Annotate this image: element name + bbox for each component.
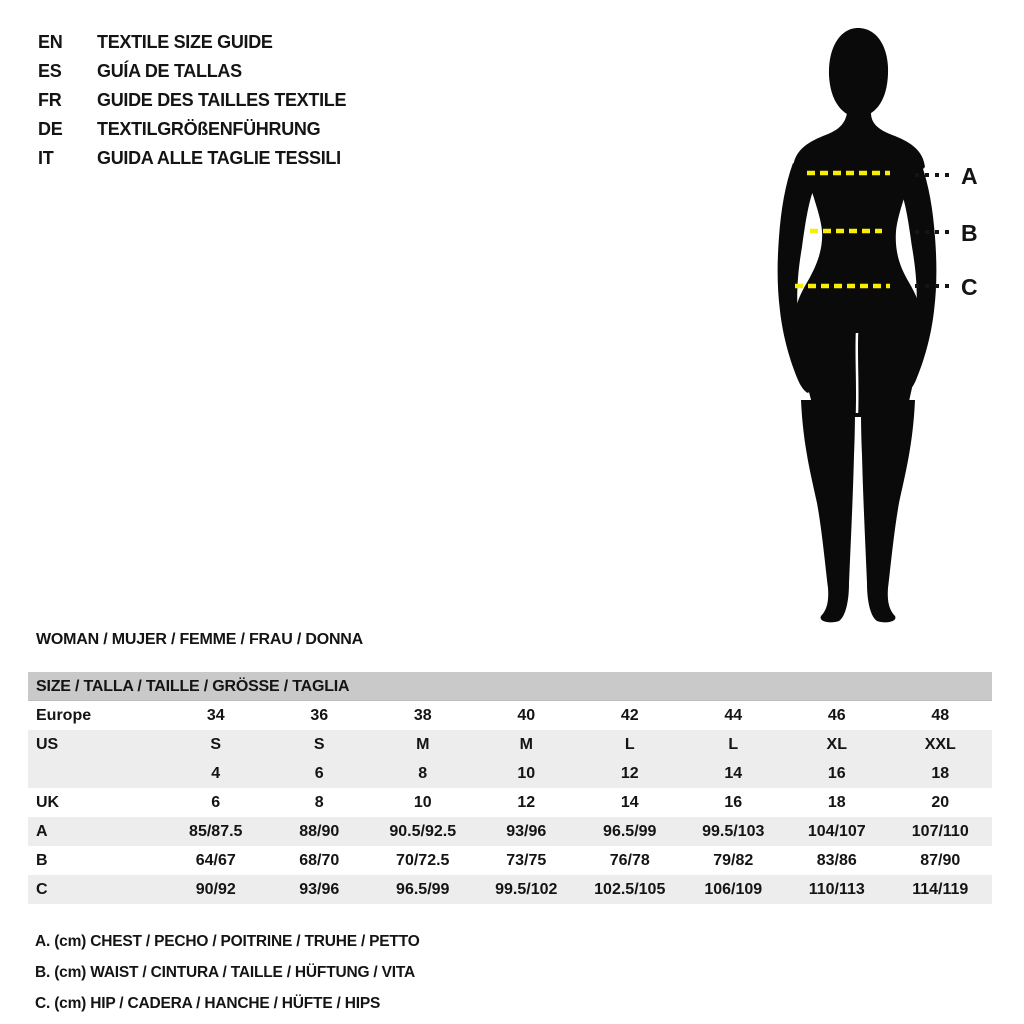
size-cell: 114/119 xyxy=(912,881,969,898)
size-cell: 106/109 xyxy=(704,881,763,898)
size-cell: 18 xyxy=(827,794,846,811)
size-cell: 83/86 xyxy=(816,852,857,869)
size-cell: 76/78 xyxy=(609,852,650,869)
lang-code: IT xyxy=(38,148,54,168)
lang-code: EN xyxy=(38,32,63,52)
size-cell: S xyxy=(210,736,222,753)
size-cell: 96.5/99 xyxy=(396,881,450,898)
language-title-block xyxy=(38,28,346,173)
row-label: Europe xyxy=(36,707,92,724)
silhouette-torso xyxy=(793,85,925,417)
size-cell: 36 xyxy=(310,707,329,724)
size-cell: 34 xyxy=(206,707,225,724)
size-cell: L xyxy=(728,736,739,753)
lang-row-de xyxy=(38,115,346,144)
size-cell: M xyxy=(519,736,533,753)
lang-row-es xyxy=(38,57,346,86)
lang-title: TEXTILGRÖßENFÜHRUNG xyxy=(97,119,321,139)
size-cell: 64/67 xyxy=(195,852,236,869)
legend-chest: A. (cm) CHEST / PECHO / POITRINE / TRUHE / PETTO xyxy=(35,933,420,950)
size-cell: XXL xyxy=(924,736,956,753)
size-cell: 8 xyxy=(314,794,324,811)
row-label xyxy=(28,759,164,788)
size-cell: 93/96 xyxy=(506,823,547,840)
size-cell: 12 xyxy=(517,794,536,811)
size-cell: S xyxy=(313,736,325,753)
size-cell: M xyxy=(416,736,430,753)
size-cell: 10 xyxy=(413,794,432,811)
size-cell: 10 xyxy=(517,765,536,782)
size-cell: 4 xyxy=(211,765,221,782)
lang-title: TEXTILE SIZE GUIDE xyxy=(97,32,273,52)
measure-label-b: B xyxy=(961,220,978,246)
size-cell: 40 xyxy=(517,707,536,724)
lang-row-it xyxy=(38,144,346,173)
lang-row-en xyxy=(38,28,346,57)
size-cell: 90.5/92.5 xyxy=(389,823,457,840)
table-row xyxy=(28,817,992,846)
measure-label-a: A xyxy=(961,163,978,189)
size-cell: 42 xyxy=(620,707,639,724)
size-cell: 14 xyxy=(724,765,743,782)
size-cell: L xyxy=(624,736,635,753)
lang-title: GUIDE DES TAILLES TEXTILE xyxy=(97,90,347,110)
size-table-body xyxy=(28,701,992,904)
size-table-header: SIZE / TALLA / TAILLE / GRÖSSE / TAGLIA xyxy=(28,672,992,701)
table-row xyxy=(28,730,992,759)
silhouette-left-leg xyxy=(801,400,855,622)
size-cell: 44 xyxy=(724,707,743,724)
table-row xyxy=(28,846,992,875)
table-row xyxy=(28,759,992,788)
silhouette-leg-gap xyxy=(857,333,858,413)
silhouette-right-leg xyxy=(861,400,915,622)
measure-label-c: C xyxy=(961,274,978,300)
lang-code: FR xyxy=(38,90,62,110)
size-cell: 8 xyxy=(418,765,428,782)
size-cell: 104/107 xyxy=(807,823,866,840)
legend-hip: C. (cm) HIP / CADERA / HANCHE / HÜFTE / HIPS xyxy=(35,995,381,1012)
lang-code: ES xyxy=(38,61,62,81)
row-label: US xyxy=(36,736,59,753)
lang-row-fr xyxy=(38,86,346,115)
size-cell: 70/72.5 xyxy=(396,852,450,869)
size-cell: 79/82 xyxy=(713,852,754,869)
table-row xyxy=(28,788,992,817)
size-cell: 85/87.5 xyxy=(189,823,243,840)
size-cell: 38 xyxy=(413,707,432,724)
size-cell: 12 xyxy=(620,765,639,782)
woman-silhouette-figure xyxy=(765,25,1010,625)
size-cell: 99.5/103 xyxy=(702,823,765,840)
size-table xyxy=(28,672,992,904)
size-cell: 14 xyxy=(620,794,639,811)
size-cell: 16 xyxy=(827,765,846,782)
size-cell: 20 xyxy=(931,794,950,811)
size-cell: 6 xyxy=(314,765,324,782)
size-cell: 18 xyxy=(931,765,950,782)
size-cell: 46 xyxy=(827,707,846,724)
legend-waist: B. (cm) WAIST / CINTURA / TAILLE / HÜFTUNG / VITA xyxy=(35,964,415,981)
size-cell: 99.5/102 xyxy=(495,881,558,898)
size-cell: 107/110 xyxy=(911,823,969,840)
measure-legend xyxy=(35,926,420,1019)
size-cell: 48 xyxy=(931,707,950,724)
lang-code: DE xyxy=(38,119,63,139)
size-cell: 93/96 xyxy=(299,881,340,898)
row-label: UK xyxy=(36,794,60,811)
woman-silhouette-icon xyxy=(765,25,1010,625)
size-cell: 96.5/99 xyxy=(603,823,657,840)
row-label: A xyxy=(36,823,48,840)
size-cell: 110/113 xyxy=(808,881,865,898)
size-cell: 87/90 xyxy=(920,852,961,869)
table-row xyxy=(28,701,992,730)
size-cell: XL xyxy=(826,736,847,753)
category-title: WOMAN / MUJER / FEMME / FRAU / DONNA xyxy=(36,631,364,648)
size-cell: 16 xyxy=(724,794,743,811)
size-cell: 90/92 xyxy=(195,881,236,898)
size-cell: 102.5/105 xyxy=(594,881,666,898)
size-cell: 88/90 xyxy=(299,823,340,840)
row-label: B xyxy=(36,852,48,869)
lang-title: GUÍA DE TALLAS xyxy=(97,61,242,81)
size-cell: 73/75 xyxy=(506,852,547,869)
size-cell: 68/70 xyxy=(299,852,340,869)
row-label: C xyxy=(36,881,48,898)
lang-title: GUIDA ALLE TAGLIE TESSILI xyxy=(97,148,341,168)
size-cell: 6 xyxy=(211,794,221,811)
table-row xyxy=(28,875,992,904)
